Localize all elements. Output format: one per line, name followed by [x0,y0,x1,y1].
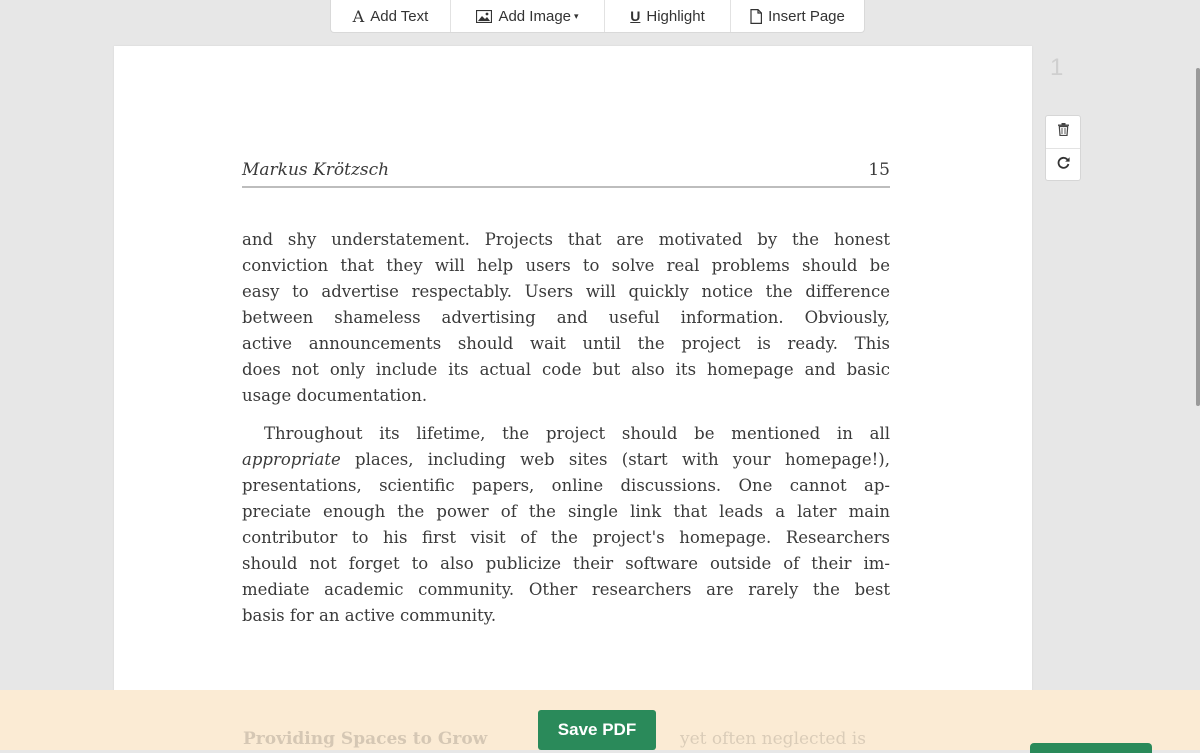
highlight-button[interactable] [605,0,731,32]
vertical-scrollbar[interactable] [1196,68,1200,406]
page-body-text [242,227,890,641]
text-line: between shameless advertising and useful information. Obviously, [242,308,890,327]
secondary-action-button[interactable] [1030,743,1152,753]
insert-page-button[interactable] [731,0,864,32]
text-line: presentations, scientific papers, online discussions. One cannot ap- [242,476,890,495]
image-icon [476,10,492,23]
add-image-label: Add Image [498,7,571,25]
highlight-label: Highlight [646,7,705,25]
save-pdf-button[interactable]: Save PDF [538,710,656,750]
pdf-page[interactable] [114,46,1032,746]
text-run: places, including web sites (start with your homepage!), [340,450,890,469]
rotate-icon [1057,156,1070,174]
page-index-indicator: 1 [1050,54,1064,81]
add-text-button[interactable] [331,0,451,32]
faded-section-heading: Providing Spaces to Grow [243,729,488,749]
rotate-page-button[interactable] [1046,148,1080,181]
chevron-down-icon: ▾ [574,10,579,21]
insert-page-label: Insert Page [768,7,845,25]
text-line: and shy understatement. Projects that are motivated by the honest [242,230,890,249]
editor-toolbar [330,0,865,33]
trash-icon [1058,123,1069,141]
add-text-label: Add Text [370,7,429,25]
page-running-header [242,160,890,188]
page-icon [750,9,762,24]
highlight-icon: U [630,8,641,24]
text-line: should not forget to also publicize their software outside of their im- [242,554,890,573]
emphasized-word: appropriate [242,450,341,469]
text-line: basis for an active community. [242,606,497,625]
paragraph-1 [242,227,890,409]
text-line: preciate enough the power of the single link that leads a later main [242,502,890,521]
faded-body-text: yet often neglected is [680,729,866,749]
text-line: usage documentation. [242,386,428,405]
paragraph-2 [242,421,890,629]
text-line: contributor to his first visit of the project's homepage. Researchers [242,528,890,547]
add-image-button[interactable] [451,0,605,32]
page-side-tools [1045,115,1081,181]
text-line [242,447,890,473]
text-icon: A [352,6,365,26]
delete-page-button[interactable] [1046,116,1080,148]
text-line: conviction that they will help users to solve real problems should be [242,256,890,275]
text-line: mediate academic community. Other researchers are rarely the best [242,580,890,599]
text-line: easy to advertise respectably. Users will quickly notice the difference [242,282,890,301]
header-author: Markus Krötzsch [242,160,390,180]
text-line: Throughout its lifetime, the project should be mentioned in all [264,424,890,443]
text-line: active announcements should wait until the project is ready. This [242,334,890,353]
header-page-number: 15 [868,160,890,180]
text-line: does not only include its actual code but also its homepage and basic [242,360,890,379]
